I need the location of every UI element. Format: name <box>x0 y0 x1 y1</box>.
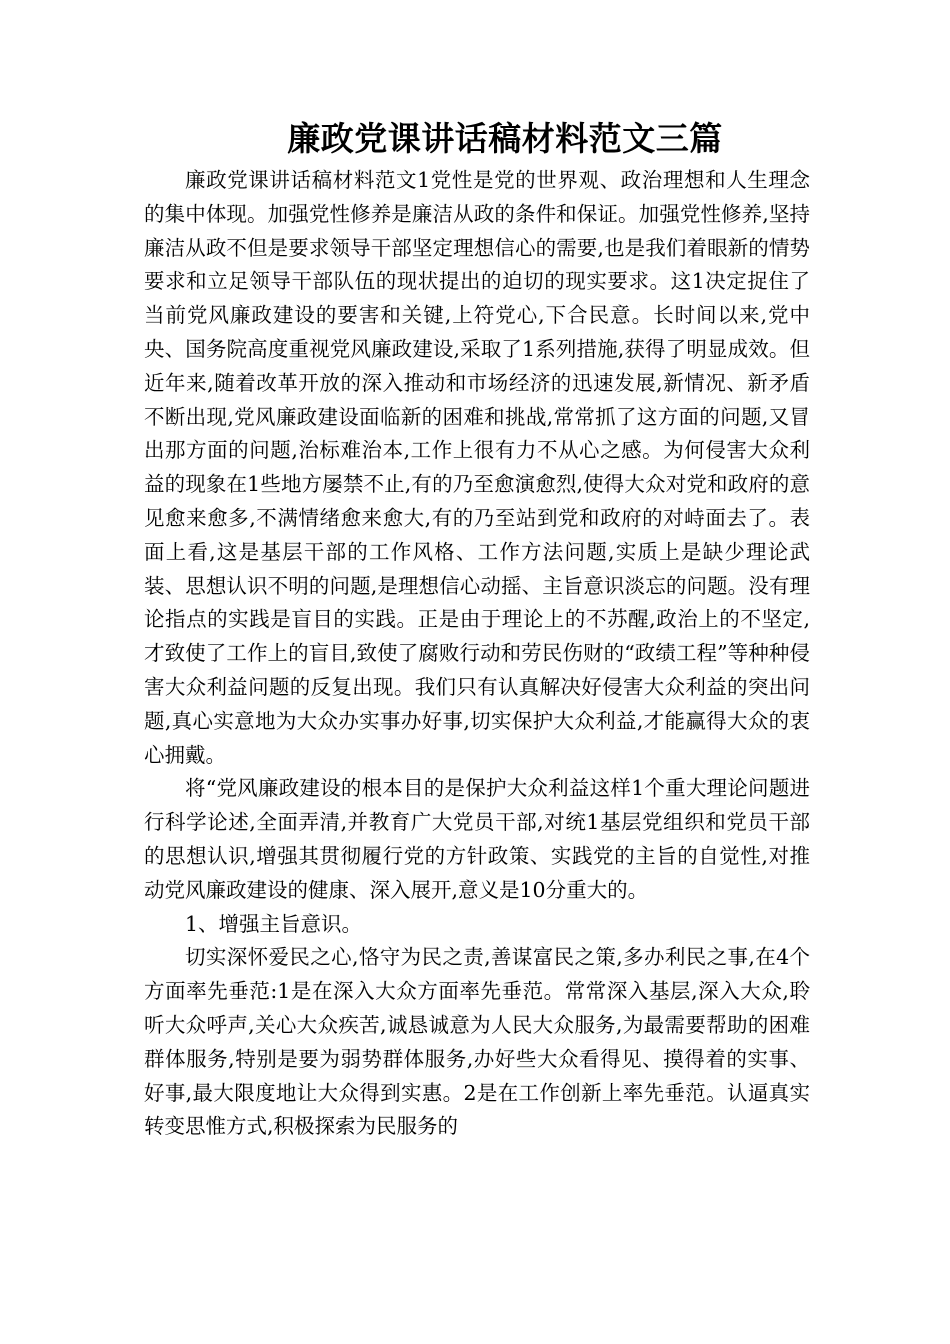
paragraph: 将“党风廉政建设的根本目的是保护大众利益这样1个重大理论问题进行科学论述,全面弄清,并教育广大党员干部,对统1基层党组织和党员干部的思想认识,增强其贯彻履行党的方针政策、实践党的主旨的自觉性,对推动党风廉政建设的健康、深入展开,意义是10分重大的。 <box>144 776 810 902</box>
paragraph: 廉政党课讲话稿材料范文1党性是党的世界观、政治理想和人生理念的集中体现。加强党性修养是廉洁从政的条件和保证。加强党性修养,坚持廉洁从政不但是要求领导干部坚定理想信心的需要,也是我们着眼新的情势要求和立足领导干部队伍的现状提出的迫切的现实要求。这1决定捉住了当前党风廉政建设的要害和关键,上符党心,下合民意。长时间以来,党中央、国务院高度重视党风廉政建设,采取了1系列措施,获得了明显成效。但近年来,随着改革开放的深入推动和市场经济的迅速发展,新情况、新矛盾不断出现,党风廉政建设面临新的困难和挑战,常常抓了这方面的问题,又冒出那方面的问题,治标难治本,工作上很有力不从心之感。为何侵害大众利益的现象在1些地方屡禁不止,有的乃至愈演愈烈,使得大众对党和政府的意见愈来愈多,不满情绪愈来愈大,有的乃至站到党和政府的对峙面去了。表面上看,这是基层干部的工作风格、工作方法问题,实质上是缺少理论武装、思想认识不明的问题,是理想信心动摇、主旨意识淡忘的问题。没有理论指点的实践是盲目的实践。正是由于理论上的不苏醒,政治上的不坚定,才致使了工作上的盲目,致使了腐败行动和劳民伤财的“政绩工程”等种种侵害大众利益问题的反复出现。我们只有认真解决好侵害大众利益的突出问题,真心实意地为大众办实事办好事,切实保护大众利益,才能赢得大众的衷心拥戴。 <box>144 168 810 767</box>
page-title: 廉政党课讲话稿材料范文三篇 <box>287 119 723 158</box>
paragraph: 切实深怀爱民之心,恪守为民之责,善谋富民之策,多办利民之事,在4个方面率先垂范:1是在深入大众方面率先垂范。常常深入基层,深入大众,聆听大众呼声,关心大众疾苦,诚恳诚意为人民大众服务,为最需要帮助的困难群体服务,特别是要为弱势群体服务,办好些大众看得见、摸得着的实事、好事,最大限度地让大众得到实惠。2是在工作创新上率先垂范。认逼真实转变思惟方式,积极探索为民服务的 <box>144 945 810 1139</box>
document-body <box>144 164 810 1144</box>
section-heading: 1、增强主旨意识。 <box>185 911 363 936</box>
